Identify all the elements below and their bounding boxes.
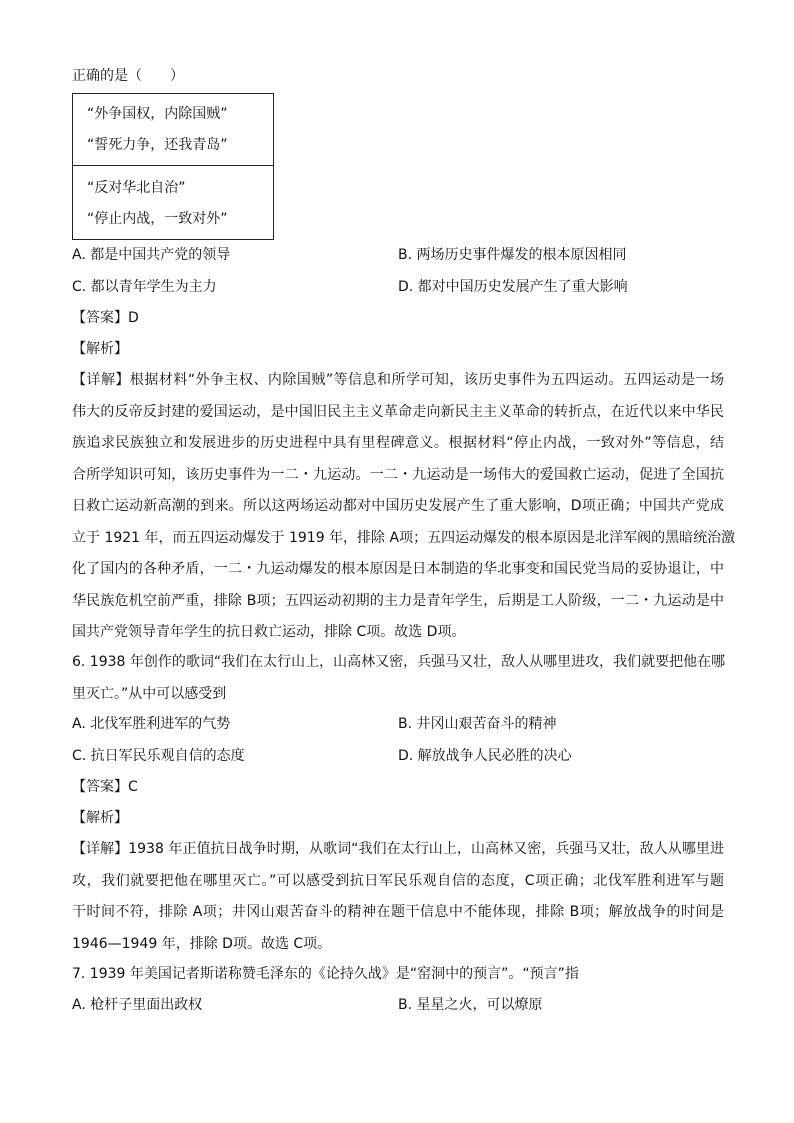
question-6-stem <box>72 652 724 715</box>
option-a: A. 枪杆子里面出政权 <box>72 997 203 1013</box>
explanation-line: 伟大的反帝反封建的爱国运动，是中国旧民主主义革命走向新民主主义革命的转折点，在近代以来中华民 <box>72 403 724 420</box>
quote-line: “誓死力争，还我青岛” <box>87 137 228 153</box>
option-a: A. 都是中国共产党的领导 <box>72 247 231 263</box>
answer-label: 【答案】D <box>72 310 139 326</box>
explanation-line: 立于 1921 年，而五四运动爆发于 1919 年，排除 A项；五四运动爆发的根本原因是北洋军阀的黑暗统治激 <box>72 529 736 546</box>
quote-line: “反对华北自治” <box>87 180 186 196</box>
question-stem-line: 里灭亡。”从中可以感受到 <box>72 685 227 702</box>
explanation-line: 合所学知识可知，该历史事件为一二・九运动。一二・九运动是一场伟大的爱国救亡运动，促进了全国抗 <box>72 466 724 483</box>
explanation-line: 1946—1949 年，排除 D项。故选 C项。 <box>72 935 332 952</box>
table-divider <box>73 165 273 166</box>
explanation-line: 【详解】根据材料“外争主权、内除国贼”等信息和所学可知，该历史事件为五四运动。五四运动是一场 <box>72 372 724 388</box>
question-7-stem: 7. 1939 年美国记者斯诺称赞毛泽东的《论持久战》是“窑洞中的预言”。“预言”指 <box>72 966 579 982</box>
option-d: D. 解放战争人民必胜的决心 <box>398 748 572 764</box>
option-b: B. 星星之火，可以燎原 <box>398 997 543 1013</box>
explanation-line: 国共产党领导青年学生的抗日救亡运动，排除 C项。故选 D项。 <box>72 624 466 640</box>
explanation-line: 干时间不符，排除 A项；井冈山艰苦奋斗的精神在题干信息中不能体现，排除 B项；解放战争的时间是 <box>72 904 724 920</box>
option-c: C. 都以青年学生为主力 <box>72 279 217 295</box>
option-b: B. 井冈山艰苦奋斗的精神 <box>398 716 557 732</box>
option-a: A. 北伐军胜利进军的气势 <box>72 716 231 732</box>
quote-line: “停止内战，一致对外” <box>87 211 228 227</box>
quote-table <box>72 93 274 240</box>
analysis-label: 【解析】 <box>72 810 128 826</box>
answer-label: 【答案】C <box>72 779 138 795</box>
option-b: B. 两场历史事件爆发的根本原因相同 <box>398 247 627 263</box>
question-stem-line: 6. 1938 年创作的歌词“我们在太行山上，山高林又密，兵强马又壮，敌人从哪里进攻，我们就要把他在哪 <box>72 654 726 670</box>
explanation-line: 攻，我们就要把他在哪里灭亡。”可以感受到抗日军民乐观自信的态度，C项正确；北伐军胜利进军与题 <box>72 872 724 889</box>
explanation-line: 华民族危机空前严重，排除 B项；五四运动初期的主力是青年学生，后期是工人阶级，一二・九运动是中 <box>72 592 724 609</box>
quote-line: “外争国权，内除国贼” <box>87 106 228 122</box>
option-d: D. 都对中国历史发展产生了重大影响 <box>398 279 628 295</box>
explanation-line: 族追求民族独立和发展进步的历史进程中具有里程碑意义。根据材料“停止内战，一致对外”等信息，结 <box>72 435 724 451</box>
analysis-label: 【解析】 <box>72 341 128 357</box>
option-c: C. 抗日军民乐观自信的态度 <box>72 748 245 764</box>
explanation-paragraph <box>72 370 736 654</box>
explanation-paragraph <box>72 839 724 965</box>
explanation-line: 【详解】1938 年正值抗日战争时期，从歌词“我们在太行山上，山高林又密，兵强马又壮，敌人从哪里进 <box>72 841 724 857</box>
question-5-stem-tail: 正确的是（ ） <box>72 68 184 84</box>
explanation-line: 日救亡运动新高潮的到来。所以这两场运动都对中国历史发展产生了重大影响，D项正确；中国共产党成 <box>72 498 724 514</box>
explanation-line: 化了国内的各种矛盾，一二・九运动爆发的根本原因是日本制造的华北事变和国民党当局的妥协退让，中 <box>72 561 724 577</box>
